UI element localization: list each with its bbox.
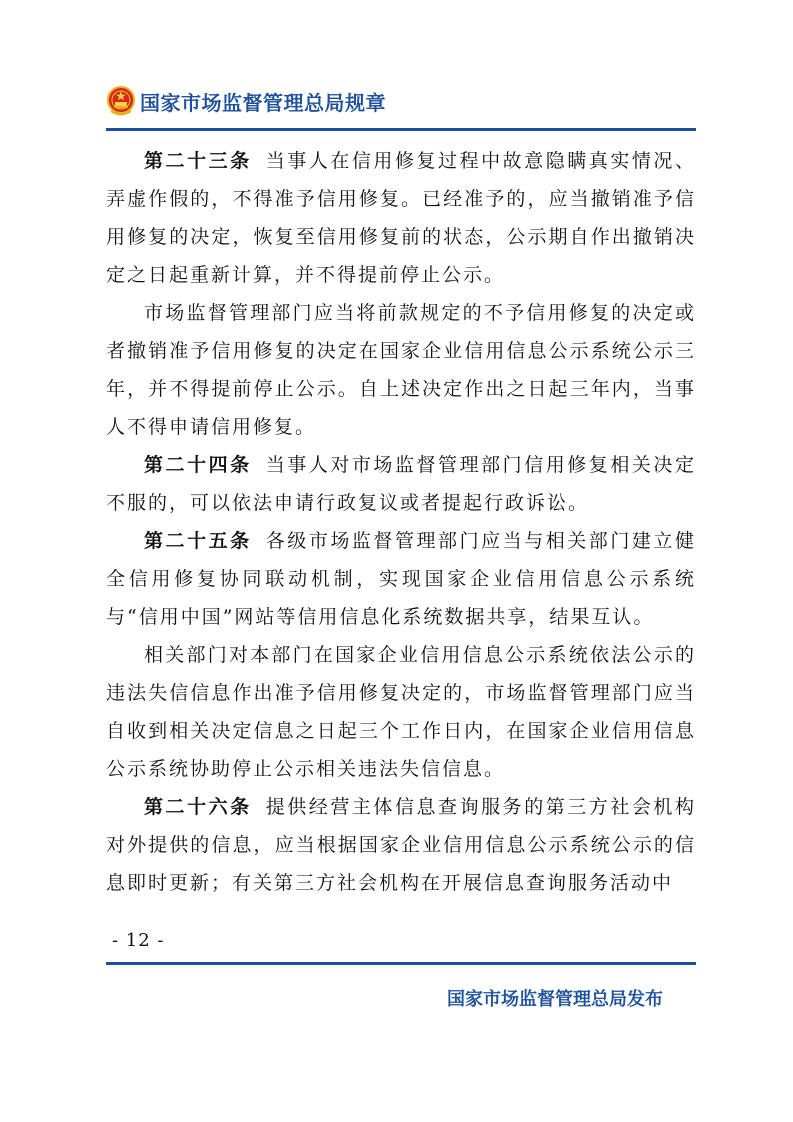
article-text: 各级市场监督管理部门应当与相关部门建立健全信用修复协同联动机制，实现国家企业信用信息公示系统与“信用中国”网站等信用信息化系统数据共享，结果互认。	[106, 530, 696, 628]
article-text: 市场监督管理部门应当将前款规定的不予信用修复的决定或者撤销准予信用修复的决定在国家企业信用信息公示系统公示三年，并不得提前停止公示。自上述决定作出之日起三年内，当事人不得申请信用修复。	[106, 302, 696, 438]
header-divider	[106, 128, 696, 131]
article-text: 当事人在信用修复过程中故意隐瞒真实情况、弄虚作假的，不得准予信用修复。已经准予的，应当撤销准予信用修复的决定，恢复至信用修复前的状态，公示期自作出撤销决定之日起重新计算，并不得提前停止公示。	[106, 150, 696, 286]
page-header	[106, 80, 386, 122]
national-emblem-icon	[106, 85, 136, 117]
article-26-paragraph	[106, 788, 696, 902]
article-25-paragraph	[106, 522, 696, 636]
article-23-paragraph	[106, 142, 696, 294]
header-title: 国家市场监督管理总局规章	[140, 90, 386, 115]
article-text: 相关部门对本部门在国家企业信用信息公示系统依法公示的违法失信信息作出准予信用修复决定的，市场监督管理部门应当自收到相关决定信息之日起三个工作日内，在国家企业信用信息公示系统协助停止公示相关违法失信信息。	[106, 644, 696, 780]
article-title: 第二十三条	[144, 150, 252, 172]
article-text: 提供经营主体信息查询服务的第三方社会机构对外提供的信息，应当根据国家企业信用信息公示系统公示的信息即时更新；有关第三方社会机构在开展信息查询服务活动中	[106, 796, 696, 894]
article-text: 当事人对市场监督管理部门信用修复相关决定不服的，可以依法申请行政复议或者提起行政诉讼。	[106, 454, 696, 514]
article-title: 第二十五条	[144, 530, 252, 552]
article-23-paragraph-2	[106, 294, 696, 446]
page-number: - 12 -	[112, 930, 165, 951]
footer-divider	[106, 962, 696, 965]
article-25-paragraph-2	[106, 636, 696, 788]
article-24-paragraph	[106, 446, 696, 522]
article-title: 第二十四条	[144, 454, 252, 476]
article-title: 第二十六条	[144, 796, 252, 818]
footer-publisher: 国家市场监督管理总局发布	[447, 989, 663, 1010]
regulation-body	[106, 142, 696, 902]
